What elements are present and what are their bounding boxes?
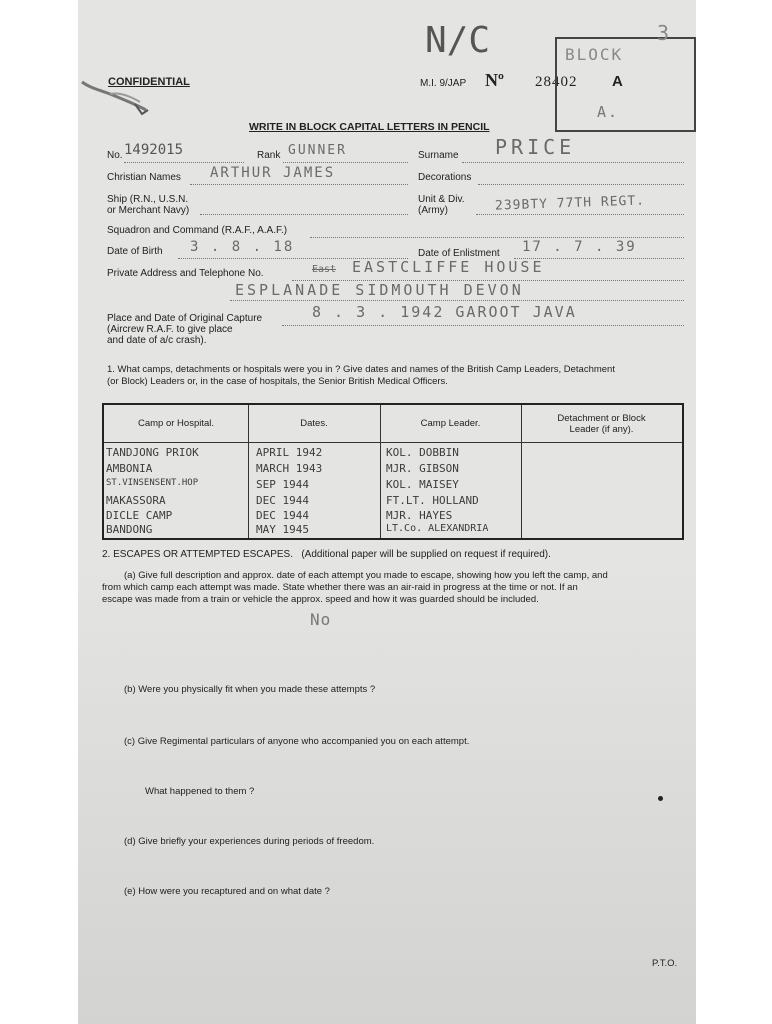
question-1-text	[107, 364, 687, 388]
row-3-date: SEP 1944	[256, 478, 309, 491]
row-6-camp: BANDONG	[106, 523, 153, 536]
surname-value: PRICE	[495, 135, 576, 159]
question-2-heading	[102, 549, 551, 560]
rank-label: Rank	[257, 150, 281, 161]
row-1-leader: KOL. DOBBIN	[386, 446, 459, 459]
question-2-title: 2. ESCAPES OR ATTEMPTED ESCAPES.	[102, 549, 293, 560]
row-6-date: MAY 1945	[256, 523, 309, 536]
row-4-date: DEC 1944	[256, 494, 309, 507]
service-number-label: No.	[107, 150, 123, 161]
christian-names-value: ARTHUR JAMES	[210, 165, 336, 181]
block-stamp	[555, 21, 696, 132]
question-2c-sub-text: What happened to them ?	[145, 786, 255, 797]
unit-label-line2: (Army)	[418, 205, 448, 216]
row-4-leader: FT.LT. HOLLAND	[386, 494, 479, 507]
annotation-nc: N/C	[425, 20, 491, 61]
row-1-camp: TANDJONG PRIOK	[106, 446, 199, 459]
unit-value: 239BTY 77TH REGT.	[494, 193, 646, 214]
capture-label	[107, 313, 262, 346]
squadron-label: Squadron and Command (R.A.F., A.A.F.)	[107, 225, 288, 236]
capture-label-line2: (Aircrew R.A.F. to give place	[107, 324, 233, 335]
row-6-leader: LT.Co. ALEXANDRIA	[386, 523, 489, 534]
stamp-word: BLOCK	[565, 45, 624, 64]
capture-label-line3: and date of a/c crash).	[107, 335, 207, 346]
row-4-camp: MAKASSORA	[106, 494, 166, 507]
ship-label-line2: or Merchant Navy)	[107, 205, 190, 216]
service-number-value: 1492015	[124, 142, 184, 158]
ink-dot	[658, 796, 663, 801]
surname-label: Surname	[418, 150, 459, 161]
rank-value: GUNNER	[288, 143, 347, 158]
header-camp-leader: Camp Leader.	[420, 418, 481, 429]
header-detachment-line1: Detachment or Block	[557, 413, 646, 424]
address-line1: EASTCLIFFE HOUSE	[352, 258, 545, 276]
unit-label-line1: Unit & Div.	[418, 194, 465, 205]
question-2d-text: (d) Give briefly your experiences during periods of freedom.	[124, 836, 375, 847]
question-2b-text: (b) Were you physically fit when you made these attempts ?	[124, 684, 376, 695]
address-label: Private Address and Telephone No.	[107, 268, 264, 279]
row-3-leader: KOL. MAISEY	[386, 478, 459, 491]
serial-number: 28402	[535, 74, 578, 90]
header-detachment	[521, 413, 682, 435]
instruction-heading: WRITE IN BLOCK CAPITAL LETTERS IN PENCIL	[249, 121, 490, 133]
row-3-camp: ST.VINSENSENT.HOP	[106, 478, 199, 488]
capture-value: 8 . 3 . 1942 GAROOT JAVA	[312, 303, 577, 321]
camps-table	[102, 403, 684, 540]
dob-label: Date of Birth	[107, 246, 163, 257]
ship-label	[107, 194, 189, 216]
question-2e-text: (e) How were you recaptured and on what date ?	[124, 886, 330, 897]
address-line2: ESPLANADE SIDMOUTH DEVON	[235, 281, 524, 299]
row-1-date: APRIL 1942	[256, 446, 323, 459]
row-5-leader: MJR. HAYES	[386, 509, 453, 522]
row-5-date: DEC 1944	[256, 509, 309, 522]
row-2-camp: AMBONIA	[106, 462, 153, 475]
address-struck-word: East	[312, 264, 337, 275]
confidential-label: CONFIDENTIAL	[108, 76, 190, 88]
christian-names-label: Christian Names	[107, 172, 181, 183]
decorations-label: Decorations	[418, 172, 472, 183]
header-detachment-line2: Leader (if any).	[569, 424, 634, 435]
form-code: M.I. 9/JAP	[420, 78, 467, 89]
header-camp: Camp or Hospital.	[137, 418, 215, 429]
row-2-leader: MJR. GIBSON	[386, 462, 459, 475]
stamp-number: 3	[657, 21, 672, 45]
question-1-line1: 1. What camps, detachments or hospitals were you in ? Give dates and names of the British Camp Leaders, Detachment	[107, 364, 615, 375]
question-2c-text: (c) Give Regimental particulars of anyone who accompanied you on each attempt.	[124, 736, 470, 747]
row-5-camp: DICLE CAMP	[106, 509, 173, 522]
enlistment-label: Date of Enlistment	[418, 248, 500, 259]
block-letter: A	[612, 73, 623, 90]
question-2a-line3: escape was made from a train or vehicle the approx. speed and how it was guarded should be included.	[102, 594, 539, 605]
question-2a-answer: No	[310, 610, 332, 629]
capture-label-line1: Place and Date of Original Capture	[107, 313, 263, 324]
stamp-letter: A.	[597, 103, 620, 121]
question-1-line2: (or Block) Leaders or, in the case of hospitals, the Senior British Medical Officers.	[107, 376, 448, 387]
question-2a-line2: from which camp each attempt was made. State whether there was an air-raid in progress at the time or not. If an	[102, 582, 578, 593]
unit-label	[418, 194, 465, 216]
pto-label: P.T.O.	[652, 958, 678, 969]
row-2-date: MARCH 1943	[256, 462, 323, 475]
number-sign: Nº	[485, 70, 504, 90]
question-2a-line1: (a) Give full description and approx. date of each attempt you made to escape, showing how you left the camp, and	[124, 570, 608, 581]
ship-label-line1: Ship (R.N., U.S.N.	[107, 194, 189, 205]
enlistment-value: 17 . 7 . 39	[522, 239, 637, 255]
question-2a-text	[102, 570, 692, 606]
header-dates: Dates.	[300, 418, 328, 429]
question-2-note: (Additional paper will be supplied on request if required).	[301, 549, 551, 560]
dob-value: 3 . 8 . 18	[190, 239, 295, 255]
